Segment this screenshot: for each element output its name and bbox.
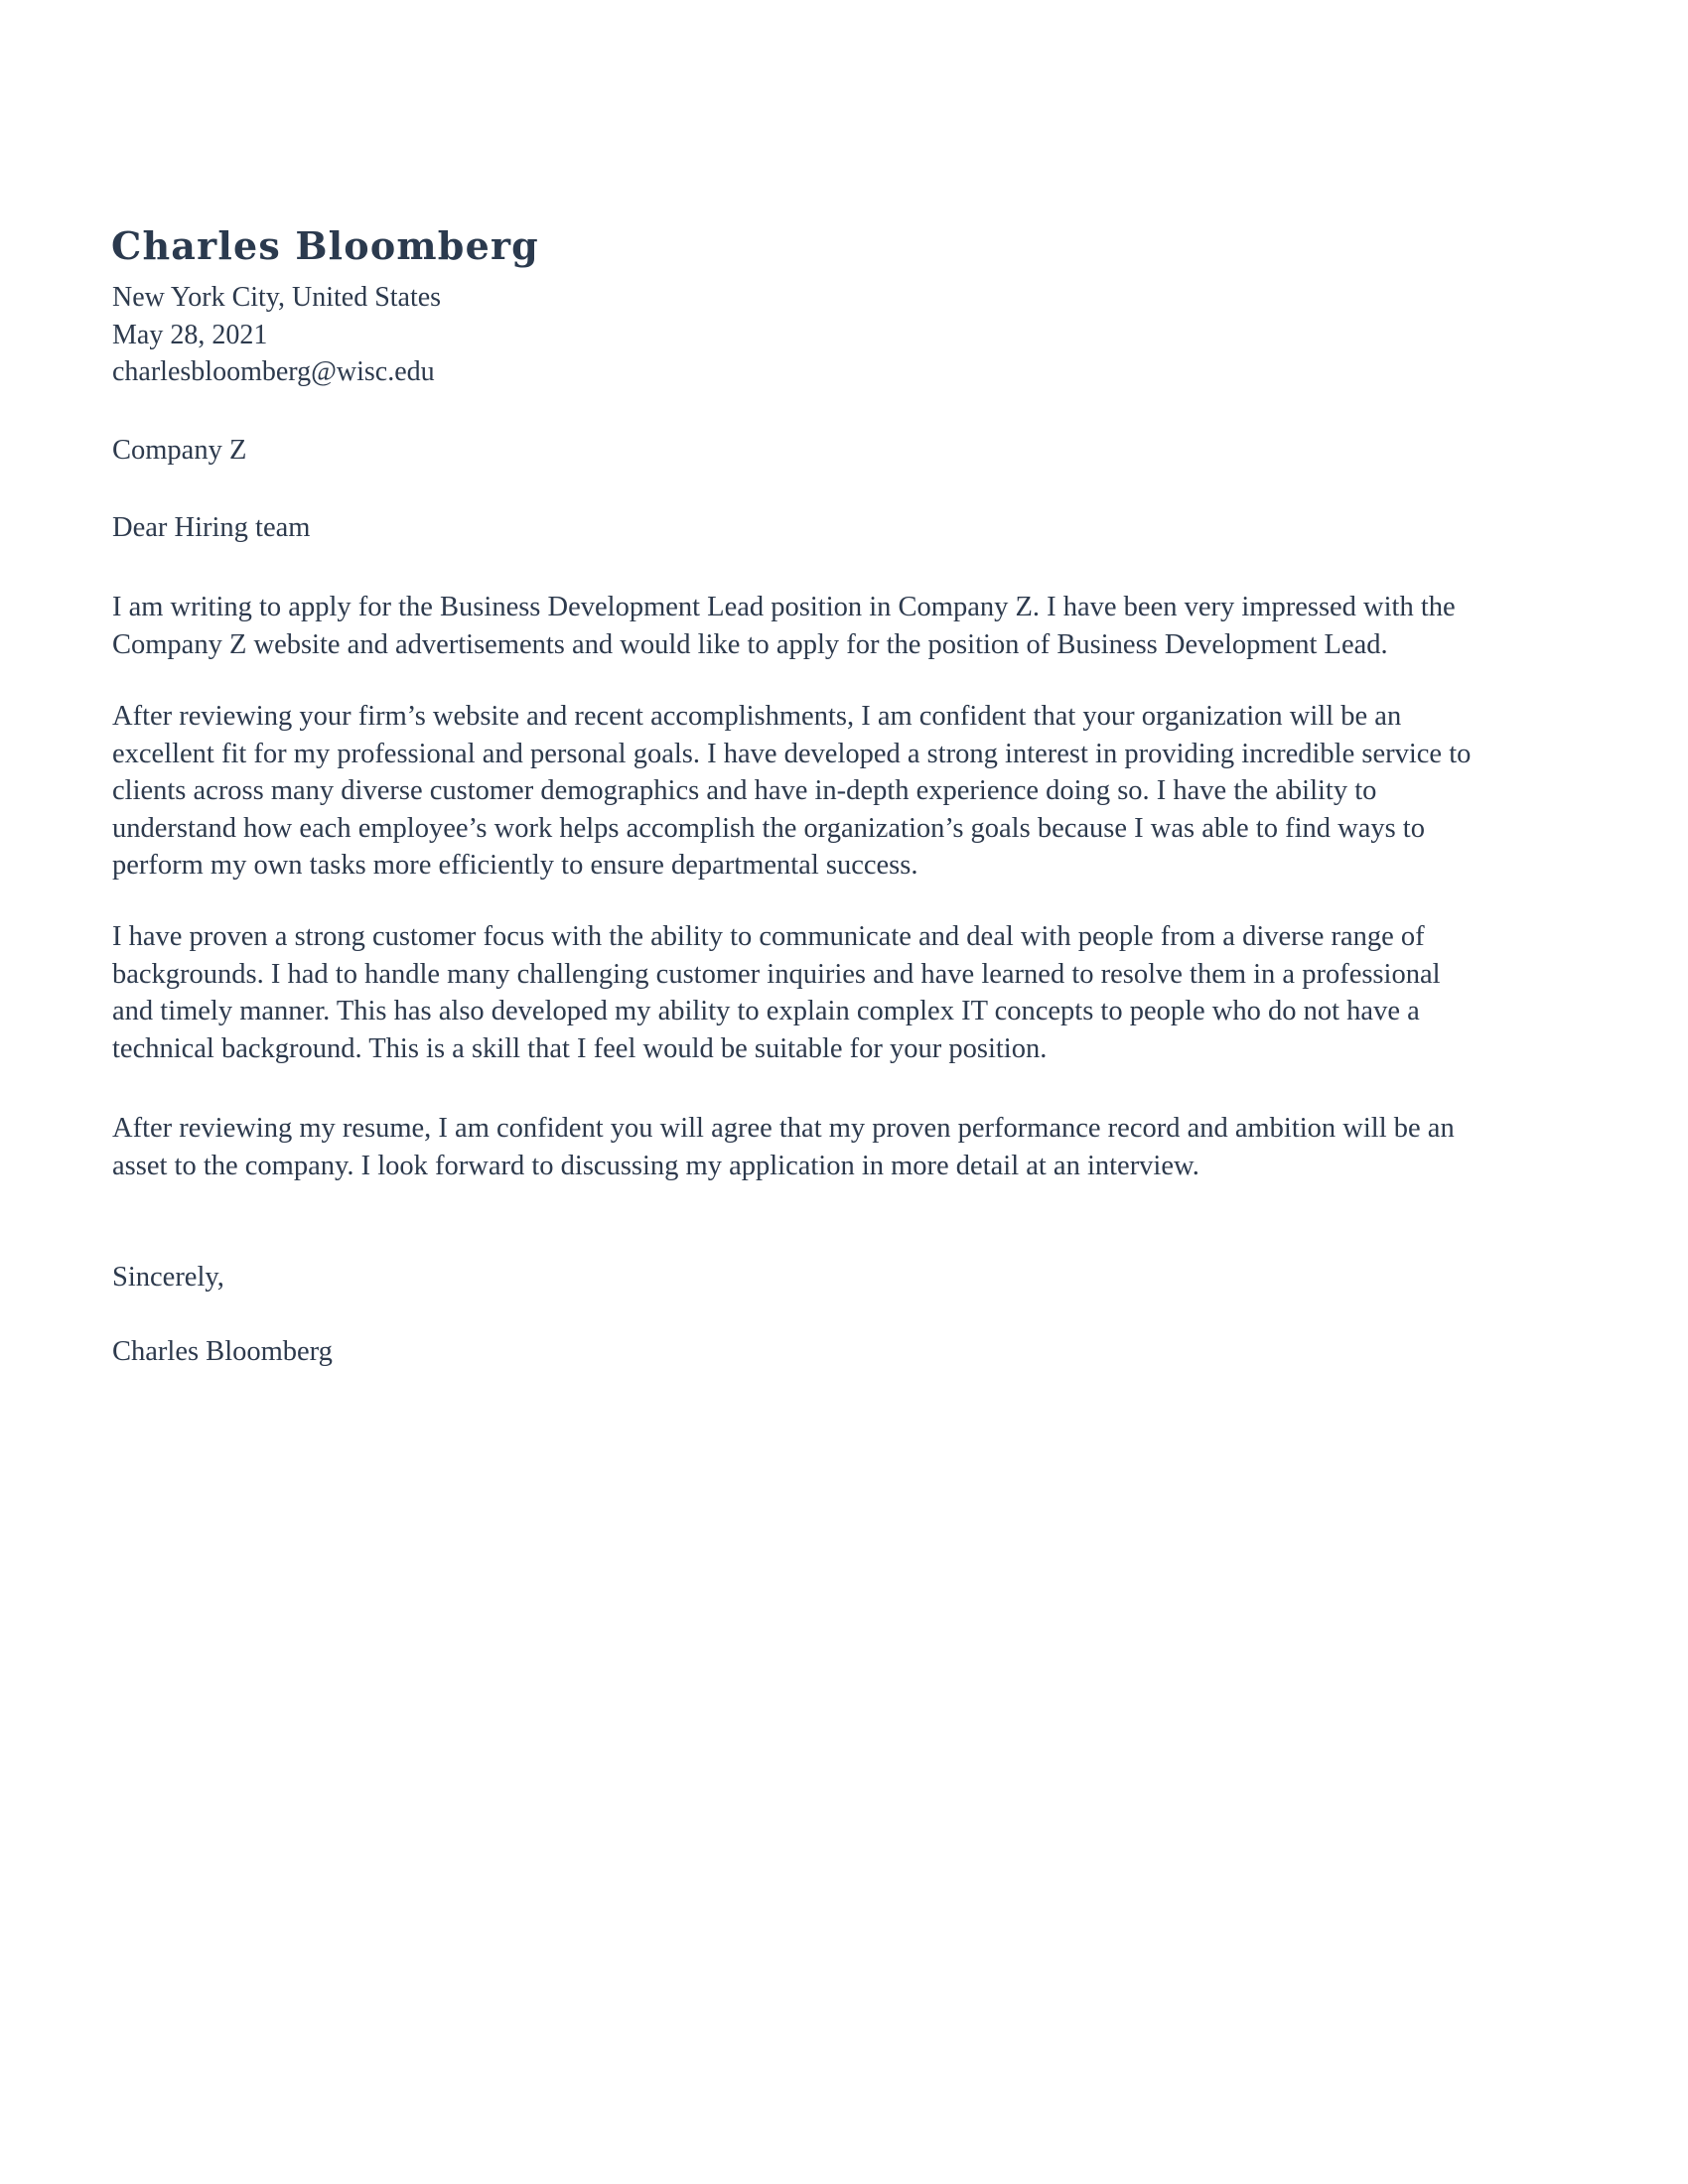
paragraph-line: After reviewing your firm’s website and recent accomplishments, I am confident that your organization will be an [112, 701, 1402, 732]
closing-block [112, 1259, 1582, 1297]
letter-date: May 28, 2021 [112, 319, 268, 350]
paragraph-line: clients across many diverse customer demographics and have in-depth experience doing so. I have the ability to [112, 775, 1377, 806]
paragraph-line: backgrounds. I had to handle many challenging customer inquiries and have learned to resolve them in a professional [112, 958, 1441, 990]
valediction: Sincerely, [112, 1262, 224, 1293]
recipient-company: Company Z [112, 435, 247, 466]
paragraph-line: technical background. This is a skill that I feel would be suitable for your position. [112, 1032, 1048, 1064]
body-paragraph-4 [112, 1110, 1582, 1184]
salutation: Dear Hiring team [112, 512, 311, 543]
paragraph-line: Company Z website and advertisements and would like to apply for the position of Business Development Lead. [112, 628, 1388, 660]
contact-block [112, 279, 1582, 391]
body-paragraph-2 [112, 698, 1582, 885]
sender-name: Charles Bloomberg [111, 223, 539, 268]
signature-name: Charles Bloomberg [112, 1336, 333, 1367]
paragraph-line: asset to the company. I look forward to discussing my application in more detail at an interview. [112, 1150, 1199, 1181]
sender-email: charlesbloomberg@wisc.edu [112, 356, 435, 387]
paragraph-line: excellent fit for my professional and personal goals. I have developed a strong interest in providing incredible service to [112, 738, 1472, 769]
paragraph-line: and timely manner. This has also developed my ability to explain complex IT concepts to people who do not have a [112, 996, 1420, 1026]
paragraph-line: understand how each employee’s work helps accomplish the organization’s goals because I was able to find ways to [112, 812, 1425, 844]
paragraph-line: perform my own tasks more efficiently to ensure departmental success. [112, 850, 918, 881]
sender-location: New York City, United States [112, 282, 442, 313]
signature-block [112, 1333, 1582, 1371]
paragraph-line: I am writing to apply for the Business Development Lead position in Company Z. I have been very impressed with the [112, 592, 1456, 622]
body-paragraph-1 [112, 589, 1582, 663]
body-paragraph-3 [112, 918, 1582, 1067]
paragraph-line: I have proven a strong customer focus with the ability to communicate and deal with people from a diverse range of [112, 921, 1425, 952]
paragraph-line: After reviewing my resume, I am confident you will agree that my proven performance record and ambition will be an [112, 1113, 1455, 1144]
salutation-block [112, 509, 1582, 547]
recipient-block [112, 432, 1582, 470]
